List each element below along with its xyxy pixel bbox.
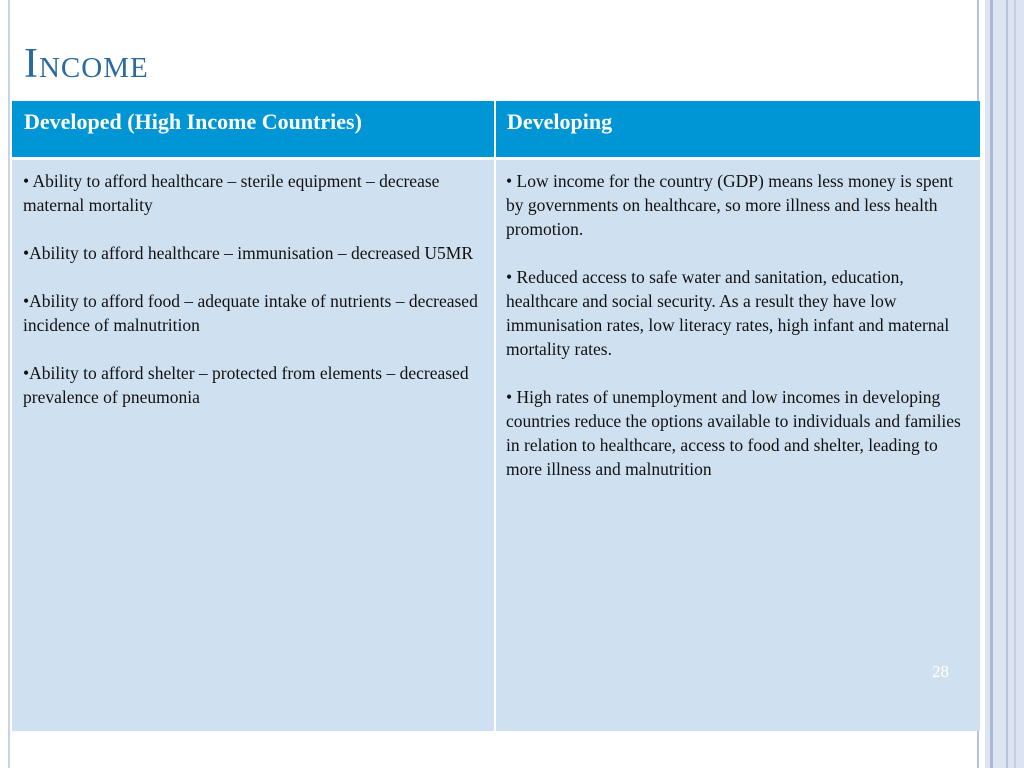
list-item: •Ability to afford food – adequate intake of nutrients – decreased incidence of malnutrition [23, 291, 478, 335]
slide-frame-line [1014, 0, 1016, 768]
slide-frame-line [990, 0, 993, 768]
column-divider [494, 101, 496, 157]
comparison-table [12, 101, 980, 731]
header-divider [12, 157, 980, 160]
list-item: • Reduced access to safe water and sanitation, education, healthcare and social security. As a result they have low immunisation rates, low literacy rates, high infant and maternal mortality rates. [506, 267, 950, 359]
column-divider [494, 160, 496, 731]
list-item: • Ability to afford healthcare – sterile equipment – decrease maternal mortality [23, 171, 440, 215]
list-item: • High rates of unemployment and low incomes in developing countries reduce the options available to individuals and families in relation to healthcare, access to food and shelter, leading to more illness and malnutrition [506, 387, 961, 479]
header-developing: Developing [507, 109, 613, 134]
slide-frame-line [1006, 0, 1008, 768]
table-header-row [12, 101, 980, 157]
slide-frame-left [8, 0, 10, 768]
developed-cell [23, 169, 489, 433]
list-item: •Ability to afford shelter – protected from elements – decreased prevalence of pneumonia [23, 363, 469, 407]
developing-cell [506, 169, 972, 505]
list-item: •Ability to afford healthcare – immunisation – decreased U5MR [23, 243, 473, 263]
header-developed: Developed (High Income Countries) [24, 109, 362, 134]
list-item: • Low income for the country (GDP) means less money is spent by governments on healthcare, so more illness and less health promotion. [506, 171, 953, 239]
page-number: 28 [932, 662, 949, 681]
slide-title: Income [24, 41, 149, 87]
